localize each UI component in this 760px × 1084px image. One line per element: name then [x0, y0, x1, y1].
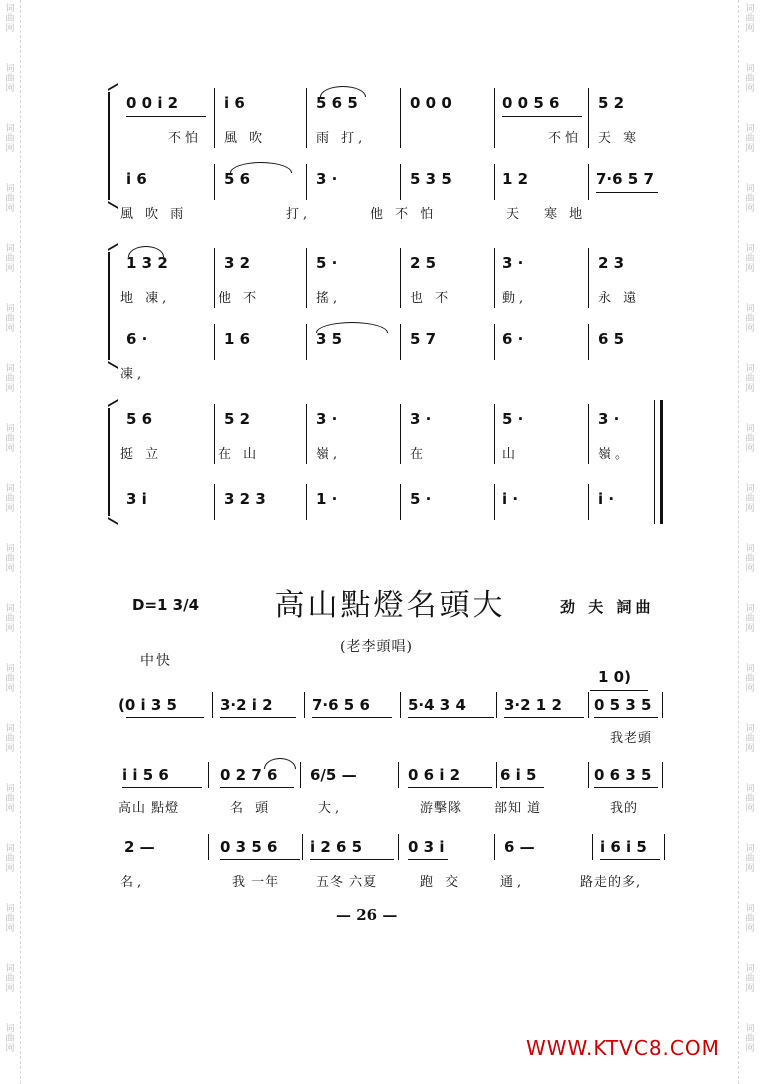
beam [126, 717, 204, 718]
barline [306, 404, 307, 464]
measure: 2 5 [410, 254, 437, 272]
measure: 3 · [598, 410, 620, 428]
measure: 3 · [502, 254, 524, 272]
measure: 3 2 [224, 254, 251, 272]
watermark-stamp: 词 曲 网 [745, 904, 755, 934]
measure: i · [502, 490, 519, 508]
measure: 5 3 5 [410, 170, 452, 188]
barline [494, 484, 495, 520]
measure: 6 · [126, 330, 148, 348]
barline [588, 164, 589, 200]
measure: 0 3 i [408, 838, 445, 856]
lower-lyrics-row [0, 364, 760, 388]
measure: 1 3 2 [126, 254, 168, 272]
page-number: — 26 — [336, 906, 398, 924]
measure: 5 2 [224, 410, 251, 428]
slur [316, 322, 388, 333]
barline [664, 834, 665, 860]
upper-notes-row [0, 408, 760, 432]
measure: 2 3 [598, 254, 625, 272]
watermark-stamp: 词 曲 网 [745, 964, 755, 994]
barline [400, 88, 401, 148]
barline [588, 324, 589, 360]
measure: 5 7 [410, 330, 437, 348]
lyric: 高山 點燈 [118, 801, 180, 816]
beam [594, 717, 658, 718]
final-barline-thick [660, 400, 663, 524]
barline [496, 692, 497, 718]
key-signature: D=1 3/4 [132, 596, 200, 614]
lyric: 在 山 [218, 447, 261, 462]
lyric: 名 頭 [230, 801, 273, 816]
measure: 7·6 5 6 [312, 696, 370, 714]
barline [306, 484, 307, 520]
beam [408, 787, 492, 788]
lyric: 在 [410, 447, 428, 462]
measure: 5 · [316, 254, 338, 272]
watermark-stamp: 词 曲 网 [745, 844, 755, 874]
beam [220, 787, 294, 788]
measure: 0 0 i 2 [126, 94, 179, 112]
notes-row [0, 764, 760, 788]
lyric: 我 一年 [232, 875, 280, 890]
barline [214, 164, 215, 200]
barline [588, 692, 589, 718]
measure: 5 6 5 [316, 94, 358, 112]
beam [500, 787, 544, 788]
barline [306, 324, 307, 360]
singer-note: (老李頭唱) [340, 639, 413, 655]
watermark-stamp: 词 曲 网 [745, 424, 755, 454]
barline [214, 324, 215, 360]
barline [494, 324, 495, 360]
barline [208, 834, 209, 860]
measure: 5 6 [224, 170, 251, 188]
watermark-stamp: 词 曲 网 [745, 724, 755, 754]
watermark-stamp: 词 曲 网 [5, 124, 15, 154]
lyric: 挺 立 [120, 447, 163, 462]
watermark-stamp: 词 曲 网 [745, 184, 755, 214]
lyric: 大, [318, 801, 344, 816]
lower-notes-row [0, 168, 760, 192]
measure: 3·2 1 2 [504, 696, 562, 714]
lyric: 雨 打, [316, 131, 367, 146]
lyric: 寒 地 [544, 207, 587, 222]
measure: 0 0 0 [410, 94, 452, 112]
measure: 5 2 [598, 94, 625, 112]
beam [126, 116, 206, 117]
barline [214, 404, 215, 464]
watermark-stamp: 词 曲 网 [745, 604, 755, 634]
measure: 0 6 i 2 [408, 766, 461, 784]
watermark-stamp: 词 曲 网 [5, 784, 15, 814]
beam [596, 192, 658, 193]
lyric: 風 吹 雨 [120, 207, 188, 222]
lyric: 通, [500, 875, 526, 890]
measure: 0 3 5 6 [220, 838, 278, 856]
upper-notes-row [0, 252, 760, 276]
measure: 3 · [410, 410, 432, 428]
watermark-stamp: 词 曲 网 [745, 304, 755, 334]
beam [600, 859, 660, 860]
lyric: 動, [502, 291, 528, 306]
measure: i · [598, 490, 615, 508]
lyric: 嶺。 [598, 447, 633, 462]
watermark-stamp: 词 曲 网 [5, 724, 15, 754]
slur [230, 162, 292, 173]
barline [302, 834, 303, 860]
notes-row [0, 836, 760, 860]
lyric: 路走的多, [580, 875, 642, 890]
lyric: 打, [286, 207, 312, 222]
lyric: 山 [502, 447, 520, 462]
lyrics-row [0, 728, 760, 752]
notes-row [0, 694, 760, 718]
barline [494, 164, 495, 200]
lyric: 他 不 怕 [370, 207, 438, 222]
repeat-bracket: 1 0) [598, 668, 631, 686]
barline [398, 762, 399, 788]
measure: 1 · [316, 490, 338, 508]
watermark-stamp: 词 曲 网 [745, 4, 755, 34]
barline [592, 834, 593, 860]
watermark-stamp: 词 曲 网 [5, 424, 15, 454]
beam [504, 717, 584, 718]
upper-lyrics-row [0, 444, 760, 468]
watermark-stamp: 词 曲 网 [5, 664, 15, 694]
lyric: 他 不 [218, 291, 261, 306]
barline [400, 324, 401, 360]
song-title: 高山點燈名頭大 [274, 588, 506, 623]
slur [320, 86, 366, 97]
barline [400, 484, 401, 520]
lyric: 跑 交 [420, 875, 463, 890]
barline [214, 248, 215, 308]
lyric: 嶺, [316, 447, 342, 462]
lyrics-row [0, 798, 760, 822]
watermark-stamp: 词 曲 网 [745, 664, 755, 694]
barline [400, 248, 401, 308]
measure: i i 5 6 [122, 766, 169, 784]
beam [594, 787, 658, 788]
barline [212, 692, 213, 718]
composer-credit: 劲 夫 詞曲 [560, 598, 655, 616]
barline [494, 404, 495, 464]
upper-notes-row [0, 92, 760, 116]
measure: 6 — [504, 838, 535, 856]
barline [400, 692, 401, 718]
measure: 6 · [502, 330, 524, 348]
watermark-stamp: 词 曲 网 [5, 364, 15, 394]
measure: 7·6 5 7 [596, 170, 654, 188]
watermark-stamp: 词 曲 网 [5, 544, 15, 574]
watermark-stamp: 词 曲 网 [745, 244, 755, 274]
measure: 0 2 7 6 [220, 766, 278, 784]
watermark-stamp: 词 曲 网 [5, 184, 15, 214]
lyric: 不怕 [548, 131, 583, 146]
measure: i 6 [224, 94, 245, 112]
tempo-marking: 中快 [140, 653, 172, 669]
beam [312, 717, 392, 718]
watermark-stamp: 词 曲 网 [5, 904, 15, 934]
measure: 5 6 [126, 410, 153, 428]
beam [310, 859, 394, 860]
barline [494, 248, 495, 308]
upper-lyrics-row [0, 128, 760, 152]
lyric: 地 凍, [120, 291, 171, 306]
lyric: 搖, [316, 291, 342, 306]
beam [408, 859, 448, 860]
barline [208, 762, 209, 788]
barline [494, 834, 495, 860]
barline [588, 88, 589, 148]
watermark-stamp: 词 曲 网 [745, 784, 755, 814]
watermark-stamp: 词 曲 网 [745, 544, 755, 574]
lyric: 我的 [610, 801, 639, 816]
watermark-stamp: 词 曲 网 [5, 964, 15, 994]
lyric: 風 吹 [224, 131, 267, 146]
measure: 3 · [316, 170, 338, 188]
measure: 0 5 3 5 [594, 696, 652, 714]
barline [662, 762, 663, 788]
beam [220, 859, 300, 860]
barline [588, 248, 589, 308]
measure: 3 i [126, 490, 147, 508]
watermark-stamp: 词 曲 网 [5, 304, 15, 334]
slur [264, 758, 296, 769]
watermark-stamp: 词 曲 网 [5, 4, 15, 34]
watermark-stamp: 词 曲 网 [5, 844, 15, 874]
watermark-stamp: 词 曲 网 [745, 124, 755, 154]
barline [306, 88, 307, 148]
lyric: 部知 道 [494, 801, 542, 816]
barline [588, 762, 589, 788]
watermark-stamp: 词 曲 网 [5, 484, 15, 514]
measure: 0 0 5 6 [502, 94, 560, 112]
beam [502, 116, 582, 117]
lyric: 永 遠 [598, 291, 641, 306]
barline [214, 88, 215, 148]
measure: 3 2 3 [224, 490, 266, 508]
lyric: 天 寒 [598, 131, 641, 146]
measure: 5·4 3 4 [408, 696, 466, 714]
measure: 5 · [410, 490, 432, 508]
lyric: 名, [120, 875, 146, 890]
measure: 1 2 [502, 170, 529, 188]
barline [400, 164, 401, 200]
barline [400, 404, 401, 464]
measure: 2 — [124, 838, 155, 856]
lyric: 我老頭 [610, 731, 653, 746]
watermark-stamp: 词 曲 网 [745, 364, 755, 394]
lyric: 不怕 [168, 131, 203, 146]
watermark-stamp: 词 曲 网 [5, 244, 15, 274]
measure: 0 6 3 5 [594, 766, 652, 784]
barline [662, 692, 663, 718]
bracket-row [0, 666, 760, 690]
watermark-stamp: 词 曲 网 [5, 604, 15, 634]
barline [306, 248, 307, 308]
measure: i 6 [126, 170, 147, 188]
lyrics-row [0, 872, 760, 896]
lyric: 五冬 六夏 [316, 875, 378, 890]
barline [494, 88, 495, 148]
lower-lyrics-row [0, 204, 760, 228]
measure: 1 6 [224, 330, 251, 348]
lyric: 天 [506, 207, 524, 222]
measure: 3 · [316, 410, 338, 428]
measure: i 2 6 5 [310, 838, 363, 856]
measure: 5 · [502, 410, 524, 428]
lyric: 也 不 [410, 291, 453, 306]
measure: i 6 i 5 [600, 838, 647, 856]
slur [128, 246, 164, 257]
barline [304, 692, 305, 718]
lower-notes-row [0, 488, 760, 512]
bracket-line [590, 690, 648, 691]
measure: 3 5 [316, 330, 343, 348]
beam [408, 717, 494, 718]
barline [496, 762, 497, 788]
measure: 6 i 5 [500, 766, 537, 784]
barline [588, 404, 589, 464]
upper-lyrics-row [0, 288, 760, 312]
barline [588, 484, 589, 520]
measure: (0 i 3 5 [118, 696, 177, 714]
lyric: 游擊隊 [420, 801, 463, 816]
watermark-stamp: 词 曲 网 [745, 1024, 755, 1054]
watermark-stamp: 词 曲 网 [5, 64, 15, 94]
site-watermark[interactable]: WWW.KTVC8.COM [526, 1036, 720, 1060]
watermark-stamp: 词 曲 网 [745, 484, 755, 514]
measure: 6/5 — [310, 766, 357, 784]
measure: 6 5 [598, 330, 625, 348]
watermark-stamp: 词 曲 网 [745, 64, 755, 94]
barline [398, 834, 399, 860]
final-barline-thin [654, 400, 655, 524]
watermark-stamp: 词 曲 网 [5, 1024, 15, 1054]
barline [214, 484, 215, 520]
barline [306, 164, 307, 200]
measure: 3·2 i 2 [220, 696, 273, 714]
beam [122, 787, 202, 788]
beam [220, 717, 296, 718]
lyric: 凍, [120, 367, 146, 382]
barline [300, 762, 301, 788]
